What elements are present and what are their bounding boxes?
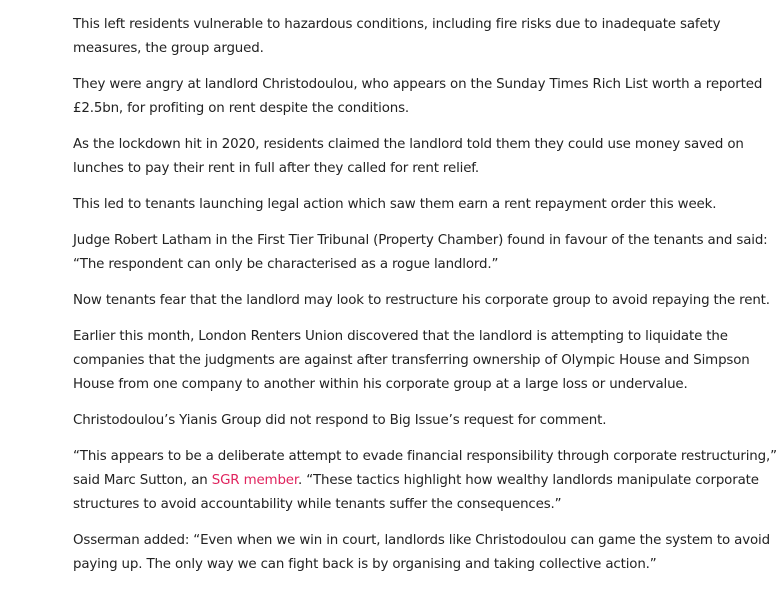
paragraph-sutton-quote bbox=[73, 445, 779, 517]
article-body bbox=[73, 13, 779, 589]
paragraph-legal-action: This led to tenants launching legal action which saw them earn a rent repayment order this week. bbox=[73, 197, 717, 212]
paragraph-lockdown: As the lockdown hit in 2020, residents claimed the landlord told them they could use money saved on lunches to pay their rent in full after they called for rent relief. bbox=[73, 137, 744, 176]
sgr-member-link[interactable]: SGR member bbox=[211, 473, 299, 488]
paragraph-no-comment: Christodoulou’s Yianis Group did not respond to Big Issue’s request for comment. bbox=[73, 413, 607, 428]
paragraph-osserman-quote: Osserman added: “Even when we win in court, landlords like Christodoulou can game the system to avoid paying up. The only way we can fight back is by organising and taking collective action.” bbox=[73, 533, 770, 572]
paragraph-liquidation: Earlier this month, London Renters Union discovered that the landlord is attempting to liquidate the companies that the judgments are against after transferring ownership of Olympic House and Simpson House from one company to another within his corporate group at a large loss or undervalue. bbox=[73, 329, 750, 392]
quote-text-after-link: . “These tactics highlight how wealthy landlords manipulate corporate structures to avoid accountability while tenants suffer the consequences.” bbox=[73, 473, 759, 512]
paragraph-fire-risks: This left residents vulnerable to hazardous conditions, including fire risks due to inadequate safety measures, the group argued. bbox=[73, 17, 721, 56]
paragraph-restructure-fear: Now tenants fear that the landlord may look to restructure his corporate group to avoid repaying the rent. bbox=[73, 293, 770, 308]
paragraph-judge-quote: Judge Robert Latham in the First Tier Tribunal (Property Chamber) found in favour of the tenants and said: “The respondent can only be characterised as a rogue landlord.” bbox=[73, 233, 768, 272]
paragraph-rich-list: They were angry at landlord Christodoulou, who appears on the Sunday Times Rich List worth a reported £2.5bn, for profiting on rent despite the conditions. bbox=[73, 77, 763, 116]
quote-text-before-link: “This appears to be a deliberate attempt to evade financial responsibility through corporate restructuring,” said Marc Sutton, an bbox=[73, 449, 777, 488]
